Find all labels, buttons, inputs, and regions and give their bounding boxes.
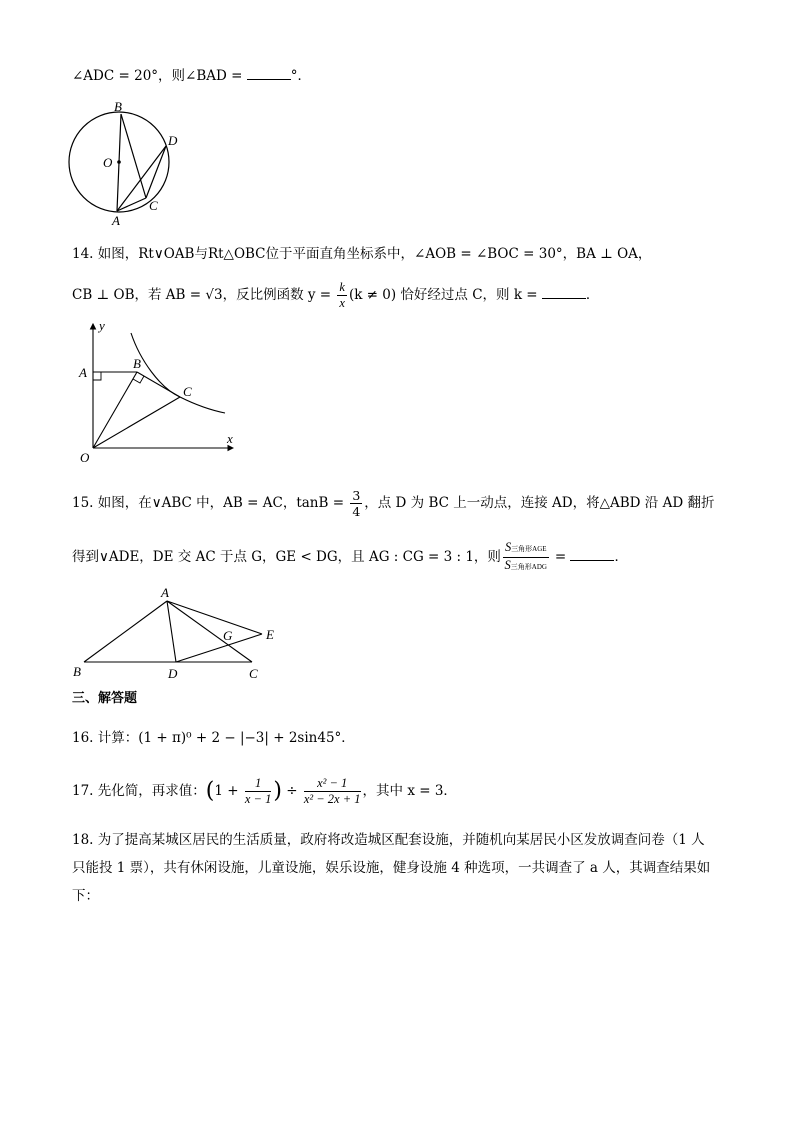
section-3-heading: 三、解答题	[72, 691, 138, 706]
q15-suffix: ．	[614, 549, 628, 565]
q13-suffix: °．	[290, 68, 311, 84]
fig13-label-B: B	[114, 99, 122, 114]
fig13-label-A: A	[112, 213, 120, 228]
fig15-label-B: B	[73, 664, 81, 679]
q15-tan-fraction: $\frac{3}{4}$	[352, 488, 361, 519]
q13-text: ∠ADC = 20°，则∠BAD =	[72, 68, 247, 84]
q15-equals: =	[550, 549, 571, 565]
fig15-segment-AC	[167, 601, 252, 662]
q17-start: 17. 先化简，再求值：	[72, 783, 206, 799]
fig13-label-O: O	[103, 155, 113, 170]
q17-fraction-2: $\frac{\text{x² − 1}}{\text{x² − 2x + 1}}$	[303, 776, 361, 806]
fig15-segment-AB	[84, 601, 167, 662]
q15-line1-start: 15. 如图，在∨ABC 中，AB = AC，tanB =	[72, 495, 349, 511]
q17-divide: ÷	[281, 783, 302, 799]
q15-area-ratio: $\frac{\text{S三角形AGE}}{\text{S三角形ADG}}$	[504, 540, 547, 572]
fig14-label-O: O	[80, 450, 90, 465]
q17-fraction-1: $\frac{1}{x - 1}$	[244, 776, 272, 806]
q18-line3: 下：	[72, 888, 99, 904]
fig13-label-C: C	[149, 198, 158, 213]
q18-line2: 只能投 1 票），共有休闲设施，儿童设施，娱乐设施，健身设施 4 种选项，一共调查了 a 人，其调查结果如	[72, 860, 711, 876]
q18-line1: 18. 为了提高某城区居民的生活质量，政府将改造城区配套设施，并随机向某居民小区发放调查问卷（1 人	[72, 832, 705, 848]
fig15-label-E: E	[266, 627, 274, 642]
fig15-label-G: G	[223, 628, 233, 643]
q15-line2-start: 得到∨ADE，DE 交 AC 于点 G，GE < DG，且 AG : CG = 3 : 1，则	[72, 549, 501, 565]
q17-one: 1 +	[214, 783, 243, 799]
q14-line2-end: (k ≠ 0) 恰好经过点 C，则 k =	[348, 287, 542, 303]
fig15-label-C: C	[249, 666, 258, 681]
fig15-label-A: A	[161, 585, 169, 600]
fig14-label-B: B	[133, 356, 141, 371]
fig13-label-D: D	[168, 133, 178, 148]
fig14-label-A: A	[79, 365, 87, 380]
q17-line: 17. 先化简，再求值：(1 + $\frac{1}{x - 1}$ ) ÷ $\frac{\text{x² − 1}}{\text{x² − 2x + 1}}$ ，其中 x = 3．	[72, 776, 457, 806]
fig14-label-C: C	[183, 384, 192, 399]
fig15-segment-AE	[167, 601, 262, 634]
q14-line2-start: CB ⊥ OB，若 AB = √3，反比例函数 y =	[72, 287, 336, 303]
q14-suffix: ．	[585, 287, 600, 303]
fig15-segment-AD	[167, 601, 176, 662]
q14-fraction: $\frac{k}{x}$	[339, 280, 345, 310]
q17-end: ，其中 x = 3．	[362, 783, 457, 799]
q14-line1: 14. 如图，Rt∨OAB与Rt△OBC位于平面直角坐标系中，∠AOB = ∠BOC = 30°，BA ⊥ OA，	[72, 246, 652, 262]
q15-line1-end: ，点 D 为 BC 上一动点，连接 AD，将△ABD 沿 AD 翻折	[364, 495, 715, 511]
fig14-label-y: y	[99, 318, 105, 333]
fig15-label-D: D	[168, 666, 178, 681]
fig14-label-x: x	[227, 431, 233, 446]
q16-line: 16. 计算：(1 + π)⁰ + 2 − |−3| + 2sin45°．	[72, 730, 355, 746]
